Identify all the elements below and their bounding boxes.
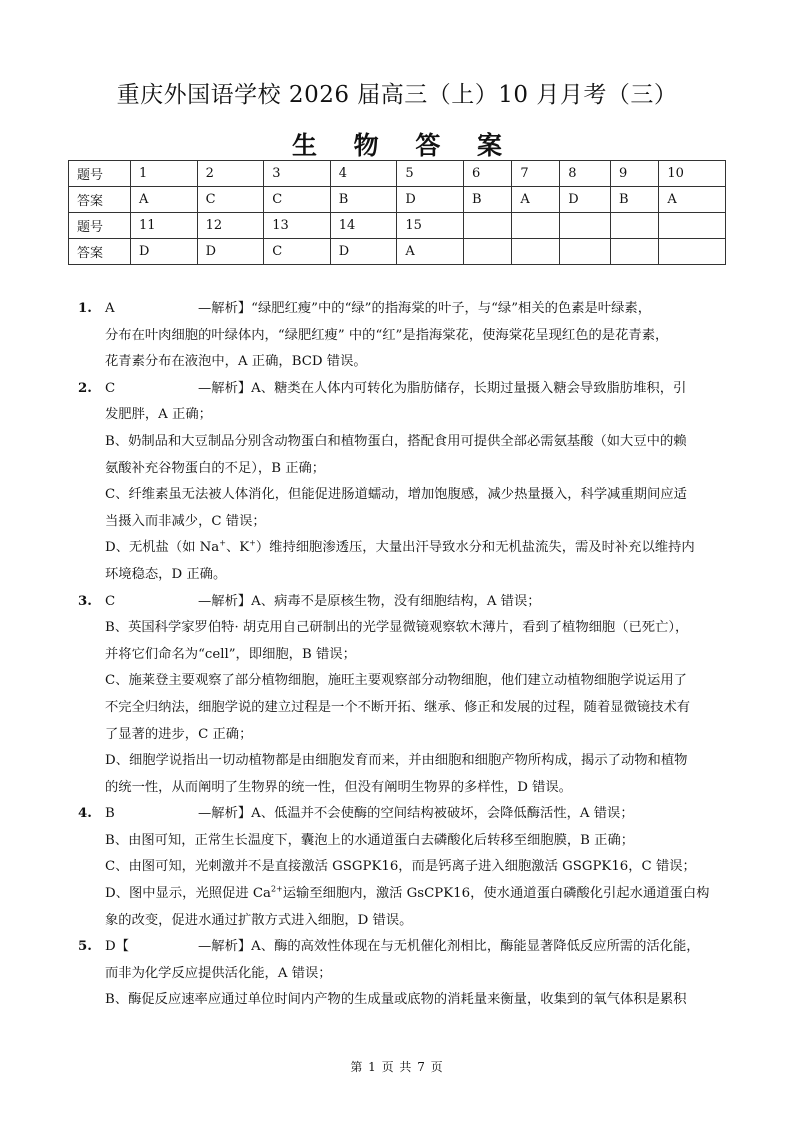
table-cell xyxy=(512,239,560,265)
question-number: 4. xyxy=(78,806,92,822)
table-cell: 15 xyxy=(397,213,464,239)
explanation-line: 花青素分布在液泡中，A 正确，BCD 错误。 xyxy=(105,354,367,370)
table-cell xyxy=(512,213,560,239)
table-cell: 答案 xyxy=(69,187,131,213)
table-cell: D xyxy=(197,239,264,265)
table-cell: 题号 xyxy=(69,213,131,239)
table-cell xyxy=(610,239,658,265)
table-cell: A xyxy=(659,187,726,213)
table-cell xyxy=(560,239,611,265)
table-cell: 11 xyxy=(131,213,198,239)
table-cell: D xyxy=(560,187,611,213)
table-cell: 8 xyxy=(560,161,611,187)
table-cell: 答案 xyxy=(69,239,131,265)
question-answer: A xyxy=(105,301,115,316)
explanation-line: 不完全归纳法，细胞学说的建立过程是一个不断开拓、继承、修正和发展的过程，随着显微镜技术有 xyxy=(105,699,691,715)
explanation-line: 当摄入而非减少，C 错误； xyxy=(105,513,266,529)
page-subtitle: 生 物 答 案 xyxy=(291,131,517,160)
table-row xyxy=(69,187,726,213)
table-cell: 4 xyxy=(330,161,397,187)
table-cell xyxy=(659,239,726,265)
explanation-line: D、细胞学说指出一切动植物都是由细胞发育而来，并由细胞和细胞产物所构成，揭示了动物和植物 xyxy=(105,753,688,769)
table-cell: D xyxy=(131,239,198,265)
text-run: 运输至细胞内，激活 GsCPK16，使水通道蛋白磷酸化引起水通道蛋白构 xyxy=(282,886,710,902)
table-cell: 3 xyxy=(264,161,331,187)
table-row xyxy=(69,161,726,187)
table-cell: C xyxy=(264,187,331,213)
explanation-item xyxy=(78,296,718,376)
explanation-line xyxy=(78,535,718,562)
explanation-first-line: —解析】“绿肥红瘦”中的“绿”的指海棠的叶子，与“绿”相关的色素是叶绿素， xyxy=(198,301,651,316)
explanation-line: 环境稳态，D 正确。 xyxy=(105,566,227,582)
table-cell: 7 xyxy=(512,161,560,187)
explanation-first-line: —解析】A、酶的高效性体现在与无机催化剂相比，酶能显著降低反应所需的活化能， xyxy=(198,939,700,955)
table-row xyxy=(69,239,726,265)
explanation-line: 发肥胖，A 正确； xyxy=(105,407,212,423)
table-cell xyxy=(659,213,726,239)
text-run: D、无机盐（如 Na xyxy=(105,540,220,556)
page-title: 重庆外国语学校 2026 届高三（上）10 月月考（三） xyxy=(116,82,678,108)
explanation-line: B、英国科学家罗伯特· 胡克用自己研制出的光学显微镜观察软木薄片，看到了植物细胞（已死亡）， xyxy=(105,620,689,636)
table-cell: C xyxy=(264,239,331,265)
table-cell: A xyxy=(131,187,198,213)
text-run: D、图中显示，光照促进 Ca xyxy=(105,886,271,902)
explanation-line: 了显著的进步，C 正确； xyxy=(105,726,253,742)
explanation-line: C、由图可知，光刺激并不是直接激活 GSGPK16，而是钙离子进入细胞激活 GSGPK16，C 错误； xyxy=(105,859,696,875)
table-cell: 题号 xyxy=(69,161,131,187)
explanation-item xyxy=(78,934,718,1014)
text-run: ）维持细胞渗透压，大量出汗导致水分和无机盐流失，需及时补充以维持内 xyxy=(255,540,695,556)
explanation-item xyxy=(78,801,718,934)
explanation-line: 象的改变，促进水通过扩散方式进入细胞，D 错误。 xyxy=(105,912,413,928)
question-number: 1. xyxy=(78,301,92,316)
question-number: 2. xyxy=(78,380,92,396)
table-cell: D xyxy=(397,187,464,213)
superscript: + xyxy=(249,538,256,548)
explanation-line: 而非为化学反应提供活化能，A 错误； xyxy=(105,965,332,981)
explanations xyxy=(78,296,718,1014)
question-answer: D【 xyxy=(105,939,129,955)
explanation-first-line: —解析】A、低温并不会使酶的空间结构被破坏，会降低酶活性，A 错误； xyxy=(198,806,634,822)
explanation-first-line: —解析】A、糖类在人体内可转化为脂肪储存，长期过量摄入糖会导致脂肪堆积，引 xyxy=(198,380,687,396)
explanation-line: C、施莱登主要观察了部分植物细胞，施旺主要观察部分动物细胞，他们建立动植物细胞学说运用了 xyxy=(105,673,687,689)
table-cell: 10 xyxy=(659,161,726,187)
answer-table xyxy=(68,160,726,265)
table-cell: 6 xyxy=(463,161,511,187)
question-answer: C xyxy=(105,380,116,396)
table-cell: D xyxy=(330,239,397,265)
explanation-line: B、奶制品和大豆制品分别含动物蛋白和植物蛋白，搭配食用可提供全部必需氨基酸（如大豆中的赖 xyxy=(105,433,687,449)
table-cell: 5 xyxy=(397,161,464,187)
table-cell: A xyxy=(512,187,560,213)
superscript: 2+ xyxy=(270,884,283,894)
explanation-line: 分布在叶肉细胞的叶绿体内，“绿肥红瘦” 中的“红”是指海棠花，使海棠花呈现红色的是花青素， xyxy=(105,327,669,343)
explanation-line: 的统一性，从而阐明了生物界的统一性，但没有阐明生物界的多样性，D 错误。 xyxy=(105,779,572,795)
table-cell xyxy=(463,239,511,265)
superscript: + xyxy=(219,538,226,548)
table-cell: 12 xyxy=(197,213,264,239)
table-cell: 2 xyxy=(197,161,264,187)
explanation-item xyxy=(78,589,718,802)
page-footer: 第 1 页 共 7 页 xyxy=(350,1060,444,1074)
table-cell: B xyxy=(330,187,397,213)
explanation-line: B、由图可知，正常生长温度下，囊泡上的水通道蛋白去磷酸化后转移至细胞膜，B 正确； xyxy=(105,832,635,848)
table-row xyxy=(69,213,726,239)
text-run: 、K xyxy=(225,540,250,556)
explanation-line: B、酶促反应速率应通过单位时间内产物的生成量或底物的消耗量来衡量，收集到的氧气体积是累积 xyxy=(105,992,687,1008)
explanation-line xyxy=(78,881,718,908)
table-cell: B xyxy=(463,187,511,213)
table-cell: 13 xyxy=(264,213,331,239)
explanation-item xyxy=(78,376,718,589)
question-answer: C xyxy=(105,593,116,609)
question-number: 5. xyxy=(78,939,92,955)
question-number: 3. xyxy=(78,593,92,609)
table-cell xyxy=(463,213,511,239)
table-cell: 9 xyxy=(610,161,658,187)
table-cell: C xyxy=(197,187,264,213)
explanation-line: 氨酸补充谷物蛋白的不足），B 正确； xyxy=(105,460,326,476)
table-cell: A xyxy=(397,239,464,265)
explanation-line: 并将它们命名为“cell”，即细胞，B 错误； xyxy=(105,646,356,662)
table-cell xyxy=(560,213,611,239)
table-cell xyxy=(610,213,658,239)
explanation-line: C、纤维素虽无法被人体消化，但能促进肠道蠕动，增加饱腹感，减少热量摄入，科学减重期间应适 xyxy=(105,487,687,503)
explanation-first-line: —解析】A、病毒不是原核生物，没有细胞结构，A 错误； xyxy=(198,593,541,609)
table-cell: B xyxy=(610,187,658,213)
question-answer: B xyxy=(105,806,115,822)
table-cell: 14 xyxy=(330,213,397,239)
table-cell: 1 xyxy=(131,161,198,187)
